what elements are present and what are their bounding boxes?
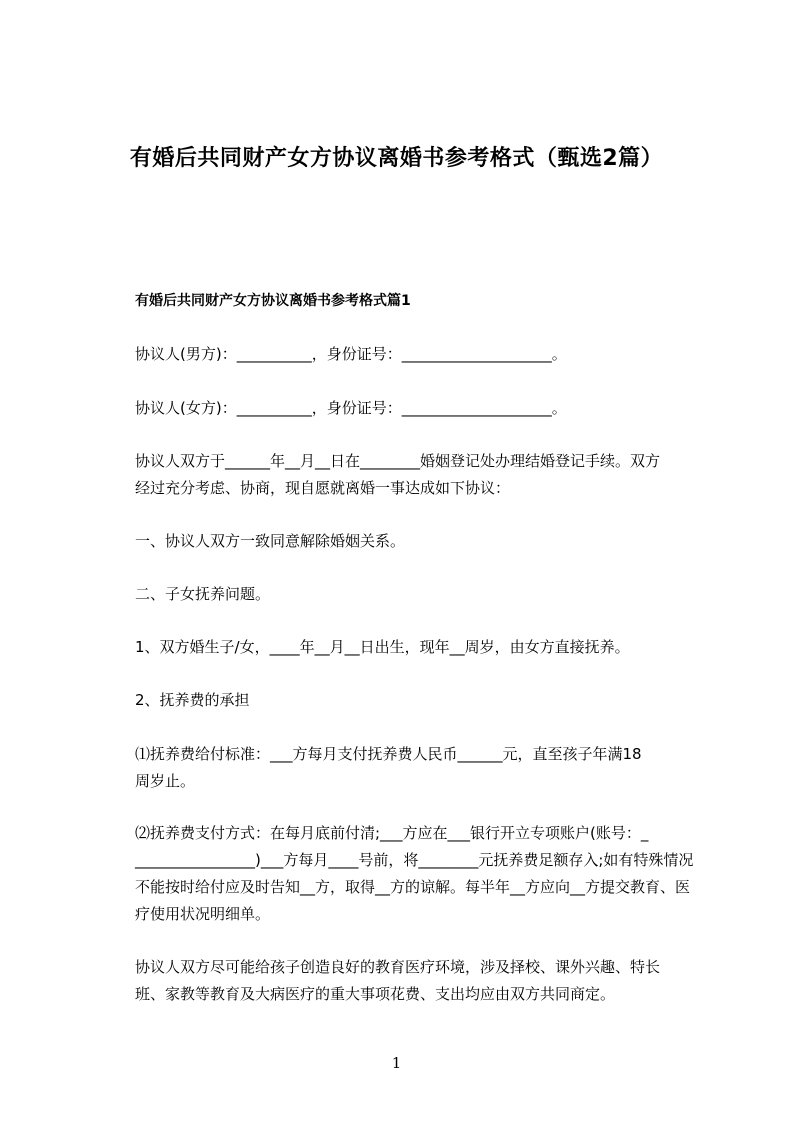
- sub-item-one: 1、双方婚生子/女，____年__月__日出生，现年__周岁，由女方直接抚养。: [135, 638, 630, 656]
- party-female-line: 协议人(女方)：__________，身份证号：____________________。: [135, 399, 567, 417]
- item-one: 一、协议人双方一致同意解除婚姻关系。: [135, 532, 406, 550]
- clause-two-line: 不能按时给付应及时告知__方，取得__方的谅解。每半年__方应向__方提交教育、医: [135, 878, 691, 896]
- document-title: 有婚后共同财产女方协议离婚书参考格式（甄选2篇）: [129, 146, 664, 171]
- clause-one-line: ⑴抚养费给付标准：___方每月支付抚养费人民币______元，直至孩子年满18: [135, 745, 642, 763]
- clause-one-line: 周岁止。: [135, 772, 196, 790]
- closing-paragraph: [135, 954, 705, 1008]
- item-two: 二、子女抚养问题。: [135, 585, 271, 603]
- intro-paragraph: [135, 448, 705, 502]
- clause-one-paragraph: [135, 741, 705, 795]
- closing-line: 协议人双方尽可能给孩子创造良好的教育医疗环境，涉及择校、课外兴趣、特长: [135, 958, 661, 976]
- intro-line: 协议人双方于______年__月__日在________婚姻登记处办理结婚登记手续。双方: [135, 452, 661, 470]
- page-number: 1: [391, 1054, 402, 1072]
- clause-two-paragraph: [135, 820, 705, 928]
- closing-line: 班、家教等教育及大病医疗的重大事项花费、支出均应由双方共同商定。: [135, 985, 616, 1003]
- clause-two-line: ⑵抚养费支付方式：在每月底前付清;___方应在___银行开立专项账户(账号：_: [135, 824, 649, 842]
- sub-item-two: 2、抚养费的承担: [135, 691, 250, 709]
- section-heading: 有婚后共同财产女方协议离婚书参考格式篇1: [135, 293, 411, 309]
- clause-two-line: ________________)___方每月____号前，将________元抚养费足额存入;如有特殊情况: [135, 851, 694, 869]
- clause-two-line: 疗使用状况明细单。: [135, 905, 271, 923]
- party-male-line: 协议人(男方)：__________，身份证号：____________________。: [135, 345, 567, 363]
- intro-line: 经过充分考虑、协商，现自愿就离婚一事达成如下协议：: [135, 479, 511, 497]
